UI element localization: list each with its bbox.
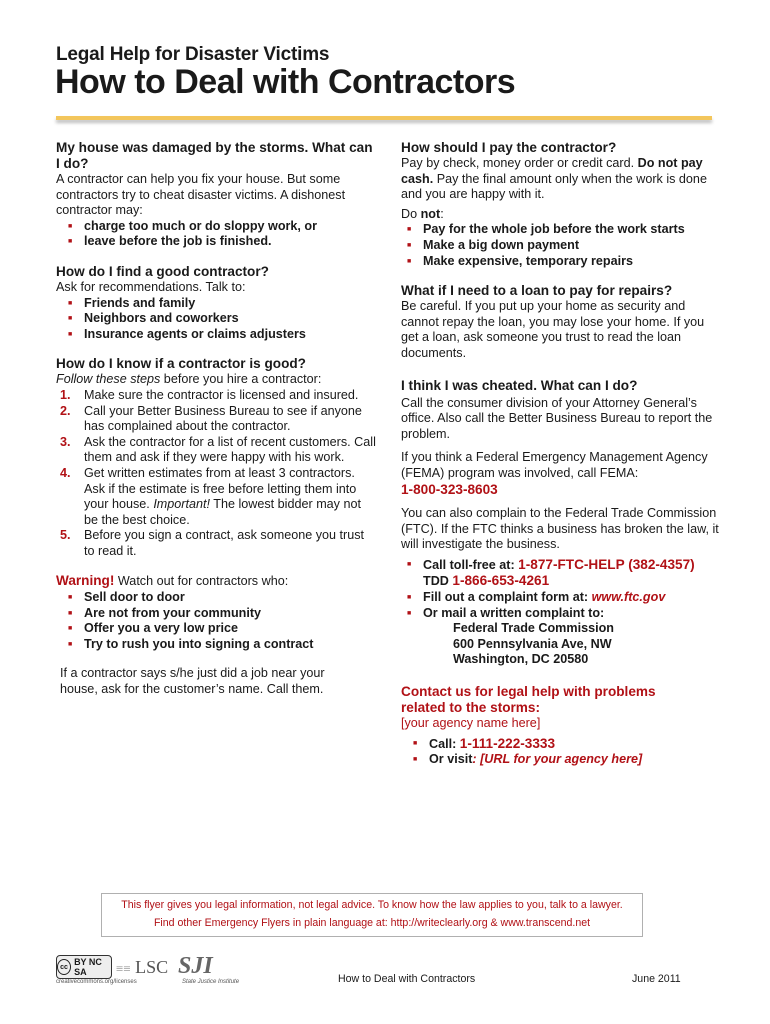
list-item: ■ Neighbors and coworkers xyxy=(56,311,376,327)
list-item: ■ Are not from your community xyxy=(56,606,376,622)
section-body: Ask for recommendations. Talk to: xyxy=(56,279,246,294)
cc-caption: creativecommons.org/licenses xyxy=(56,979,137,985)
resources-text: Find other Emergency Flyers in plain language at: http://writeclearly.org & www.transcend.net xyxy=(153,917,591,929)
list-item: ■ Try to rush you into signing a contract xyxy=(56,637,376,653)
list-item: ■ Sell door to door xyxy=(56,590,376,606)
closing-note: If a contractor says s/he just did a job near your house, ask for the customer’s name. Call them. xyxy=(60,666,325,697)
fema-phone: 1-800-323-8603 xyxy=(401,481,498,497)
warning-label: Warning! xyxy=(56,573,115,589)
section-heading: What if I need to a loan to pay for repairs? xyxy=(401,283,673,299)
section-body: Follow these steps before you hire a contractor: xyxy=(56,372,322,387)
footer-date: June 2011 xyxy=(632,973,681,985)
sji-caption: State Justice Institute xyxy=(182,979,240,985)
list-item: ■ Offer you a very low price xyxy=(56,621,376,637)
section-body: Pay by check, money order or credit card. Do not pay cash. Pay the final amount only when the work is done and you are happy with it. xyxy=(401,156,707,202)
disclaimer-text: This flyer gives you legal information, not legal advice. To know how the law applies to you, talk to a lawyer. xyxy=(121,899,623,911)
section-heading: How do I find a good contractor? xyxy=(56,263,269,279)
list-item: ■ Make a big down payment xyxy=(401,238,731,254)
bullet-list xyxy=(56,590,376,652)
title-rule xyxy=(56,116,712,120)
section-heading: I think I was cheated. What can I do? xyxy=(401,377,638,393)
list-item: ■ Pay for the whole job before the work starts xyxy=(401,222,731,238)
list-item: ■ leave before the job is finished. xyxy=(56,234,376,250)
right-column xyxy=(401,140,731,768)
section-body: Be careful. If you put up your home as security and cannot repay the loan, you may lose your home. If you get a loan, ask someone you trust to read the loan documents. xyxy=(401,299,705,360)
section-body: If you think a Federal Emergency Management Agency (FEMA) program was involved, call FEMA: xyxy=(401,450,708,480)
agency-placeholder: [your agency name here] xyxy=(401,716,541,731)
section-body: A contractor can help you fix your house. But some contractors try to cheat disaster victims. A dishonest contractor may: xyxy=(56,172,346,218)
steps-list xyxy=(56,388,376,560)
creative-commons-icon: cc BY NC SA xyxy=(56,955,112,979)
list-item: ■ Or mail a written complaint to: Federal Trade Commission 600 Pennsylvania Ave, NW Washington, DC 20580 xyxy=(401,606,731,668)
section-body: You can also complain to the Federal Trade Commission (FTC). If the FTC thinks a business has broken the law, it will investigate the business. xyxy=(401,506,719,552)
logos xyxy=(56,955,246,995)
list-item: ■ Insurance agents or claims adjusters xyxy=(56,327,376,343)
section-heading: How should I pay the contractor? xyxy=(401,140,617,155)
left-column xyxy=(56,140,376,698)
contact-heading: Contact us for legal help with problems related to the storms: xyxy=(401,684,656,716)
warning-line: Warning! Watch out for contractors who: xyxy=(56,573,289,589)
sji-logo: SJI xyxy=(178,953,213,979)
list-item: ■ charge too much or do sloppy work, or xyxy=(56,219,376,235)
bullet-list xyxy=(56,296,376,343)
footer-doc-name: How to Deal with Contractors xyxy=(338,973,476,985)
list-item: ■ Call: 1-111-222-3333 xyxy=(401,736,731,753)
section-heading: How do I know if a contractor is good? xyxy=(56,356,306,372)
list-item: 2. Call your Better Business Bureau to see if anyone has complained about the contractor. xyxy=(60,403,362,434)
lsc-logo: ≡≡ LSC xyxy=(116,957,169,977)
list-item: 5. Before you sign a contract, ask someone you trust to read it. xyxy=(60,528,365,558)
section-heading: My house was damaged by the storms. What can I do? xyxy=(56,140,373,171)
list-item: ■ Or visit: [URL for your agency here] xyxy=(401,752,731,768)
list-item: ■ Make expensive, temporary repairs xyxy=(401,254,731,270)
bullet-list xyxy=(401,557,731,668)
list-item: 1. Make sure the contractor is licensed and insured. xyxy=(60,387,359,402)
section-body: Call the consumer division of your Attorney General’s office. Also call the Better Business Bureau to report the problem. xyxy=(401,395,713,441)
ftc-link[interactable]: www.ftc.gov xyxy=(591,590,666,605)
bullet-list xyxy=(401,736,731,768)
do-not-label: Do not: xyxy=(401,206,444,221)
address: Federal Trade Commission 600 Pennsylvania Ave, NW Washington, DC 20580 xyxy=(453,621,614,667)
disclaimer-box xyxy=(101,893,643,937)
kicker: Legal Help for Disaster Victims xyxy=(56,44,330,65)
list-item: ■ Fill out a complaint form at: www.ftc.gov xyxy=(401,590,731,606)
page-title: How to Deal with Contractors xyxy=(55,63,516,101)
list-item: 4. Get written estimates from at least 3 contractors. Ask if the estimate is free before letting them into your house. Important! The lowest bidder may not be the best choice. xyxy=(60,465,361,527)
bullet-list xyxy=(56,219,376,250)
list-item: ■ Friends and family xyxy=(56,296,376,312)
list-item: ■ Call toll-free at: 1-877-FTC-HELP (382-4357) TDD 1-866-653-4261 xyxy=(401,557,731,590)
list-item: 3. Ask the contractor for a list of recent customers. Call them and ask if they were happy with his work. xyxy=(60,434,376,465)
bullet-list xyxy=(401,222,731,269)
